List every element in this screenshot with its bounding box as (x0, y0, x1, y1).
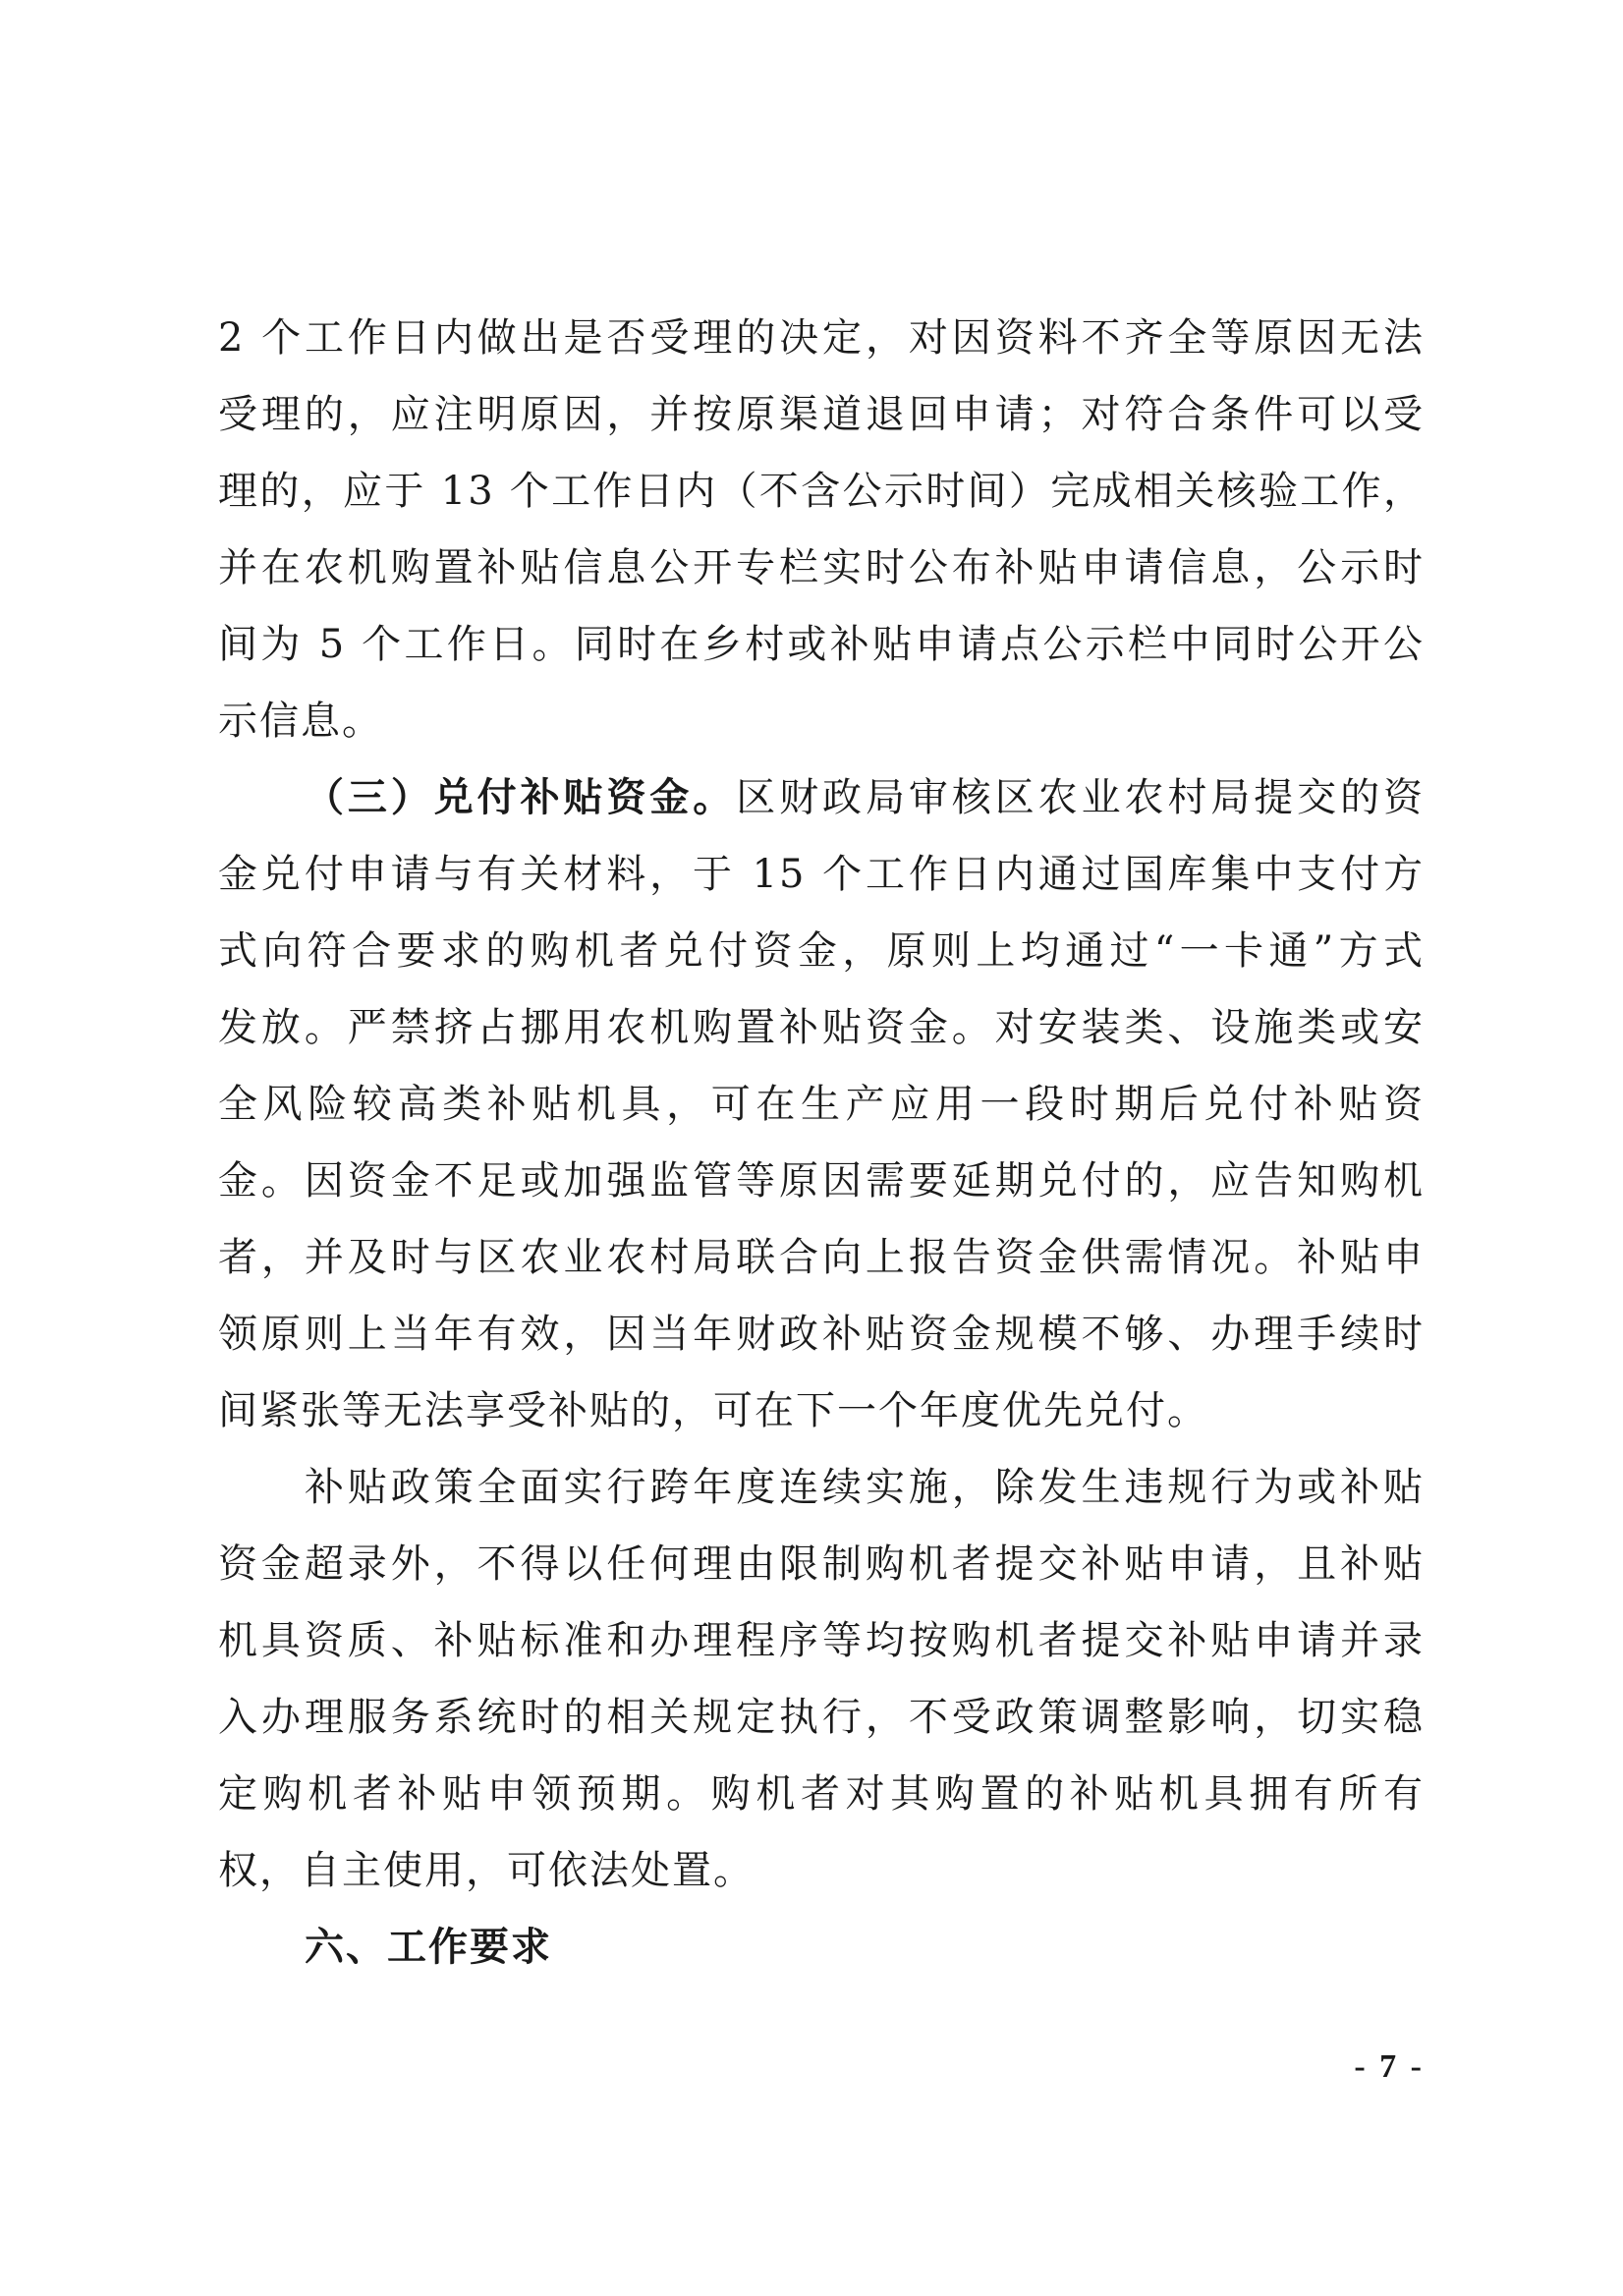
body-line: 受理的，应注明原因，并按原渠道退回申请；对符合条件可以受 (218, 392, 1425, 437)
section-3-line: 发放。严禁挤占挪用农机购置补贴资金。对安装类、设施类或安 (218, 1005, 1425, 1050)
body-line: 理的，应于 13 个工作日内（不含公示时间）完成相关核验工作， (218, 469, 1425, 514)
body-line: 并在农机购置补贴信息公开专栏实时公布补贴申请信息，公示时 (218, 545, 1425, 590)
section-3-line: 金。因资金不足或加强监管等原因需要延期兑付的，应告知购机 (218, 1158, 1425, 1204)
section-6-heading: 六、工作要求 (305, 1925, 552, 1970)
policy-paragraph-line: 入办理服务系统时的相关规定执行，不受政策调整影响，切实稳 (218, 1695, 1425, 1740)
section-3-line: 领原则上当年有效，因当年财政补贴资金规模不够、办理手续时 (218, 1312, 1425, 1357)
body-line: 2 个工作日内做出是否受理的决定，对因资料不齐全等原因无法 (218, 315, 1425, 361)
section-3-line: 金兑付申请与有关材料，于 15 个工作日内通过国库集中支付方 (218, 852, 1425, 897)
document-body (218, 300, 1425, 1986)
body-line: 间为 5 个工作日。同时在乡村或补贴申请点公示栏中同时公开公 (218, 622, 1425, 667)
section-3-line: 式向符合要求的购机者兑付资金，原则上均通过“一卡通”方式 (218, 928, 1425, 974)
policy-paragraph-line: 定购机者补贴申领预期。购机者对其购置的补贴机具拥有所有 (218, 1771, 1425, 1817)
policy-paragraph-first-line: 补贴政策全面实行跨年度连续实施，除发生违规行为或补贴 (305, 1465, 1425, 1510)
policy-paragraph-line: 资金超录外，不得以任何理由限制购机者提交补贴申请，且补贴 (218, 1541, 1425, 1587)
section-3-line: 者，并及时与区农业农村局联合向上报告资金供需情况。补贴申 (218, 1235, 1425, 1280)
section-3-line: 全风险较高类补贴机具，可在生产应用一段时期后兑付补贴资 (218, 1082, 1425, 1127)
section-3-line: 间紧张等无法享受补贴的，可在下一个年度优先兑付。 (218, 1388, 1208, 1433)
policy-paragraph-line: 机具资质、补贴标准和办理程序等均按购机者提交补贴申请并录 (218, 1618, 1425, 1663)
body-line: 示信息。 (218, 699, 383, 744)
section-3-first-line (218, 759, 1425, 836)
policy-paragraph-line: 权，自主使用，可依法处置。 (218, 1848, 755, 1893)
page-number: - 7 - (1354, 2048, 1425, 2085)
section-3-title: （三）兑付补贴资金。 (305, 774, 737, 820)
section-3-first-line-text: 区财政局审核区农业农村局提交的资 (736, 775, 1425, 820)
